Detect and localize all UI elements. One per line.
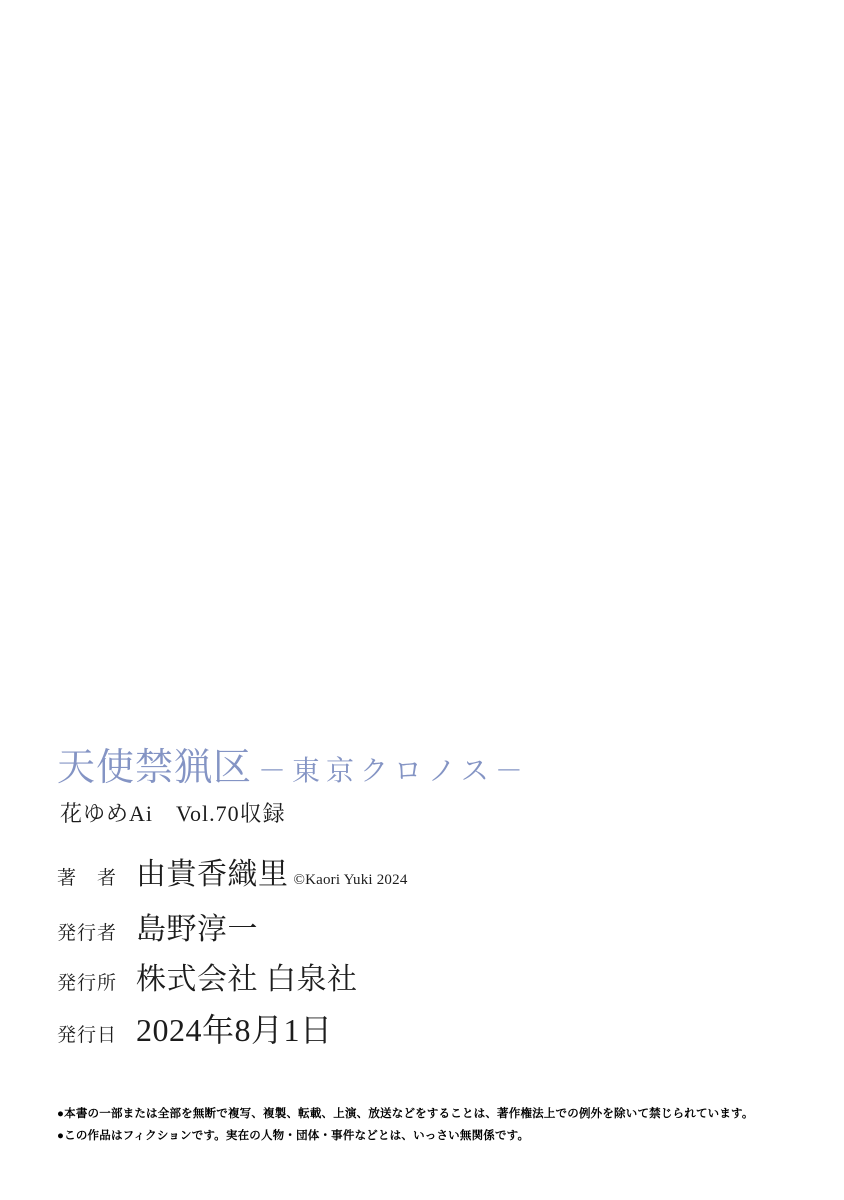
magazine-credit: 花ゆめAi Vol.70収録 xyxy=(60,801,286,826)
copyright-prohibition-notice: ●本書の一部または全部を無断で複写、複製、転載、上演、放送などをすることは、著作権法上での例外を除いて禁じられています。 xyxy=(57,1108,754,1120)
title-subtitle: －東京クロノス－ xyxy=(258,756,529,787)
colophon-row-author xyxy=(57,860,408,894)
colophon-row-publication-date xyxy=(57,1012,333,1051)
page-title xyxy=(57,746,529,790)
publishing-house-label: 発行所 xyxy=(57,973,118,994)
publishing-house-name: 株式会社 白泉社 xyxy=(136,963,358,996)
colophon-row-publisher xyxy=(57,915,258,949)
publication-date-value: 2024年8月1日 xyxy=(136,1012,333,1048)
author-name: 由貴香織里 xyxy=(136,858,289,891)
author-label: 著 者 xyxy=(57,868,118,889)
publication-date-label: 発行日 xyxy=(57,1025,118,1046)
legal-notices xyxy=(57,1103,797,1147)
copyright-note: ©Kaori Yuki 2024 xyxy=(293,872,408,888)
publisher-name: 島野淳一 xyxy=(136,913,258,946)
title-main: 天使禁猟区 xyxy=(57,747,253,789)
colophon-row-publishing-house xyxy=(57,965,358,999)
fiction-disclaimer-notice: ●この作品はフィクションです。実在の人物・団体・事件などとは、いっさい無関係です。 xyxy=(57,1130,530,1142)
publisher-label: 発行者 xyxy=(57,923,118,944)
